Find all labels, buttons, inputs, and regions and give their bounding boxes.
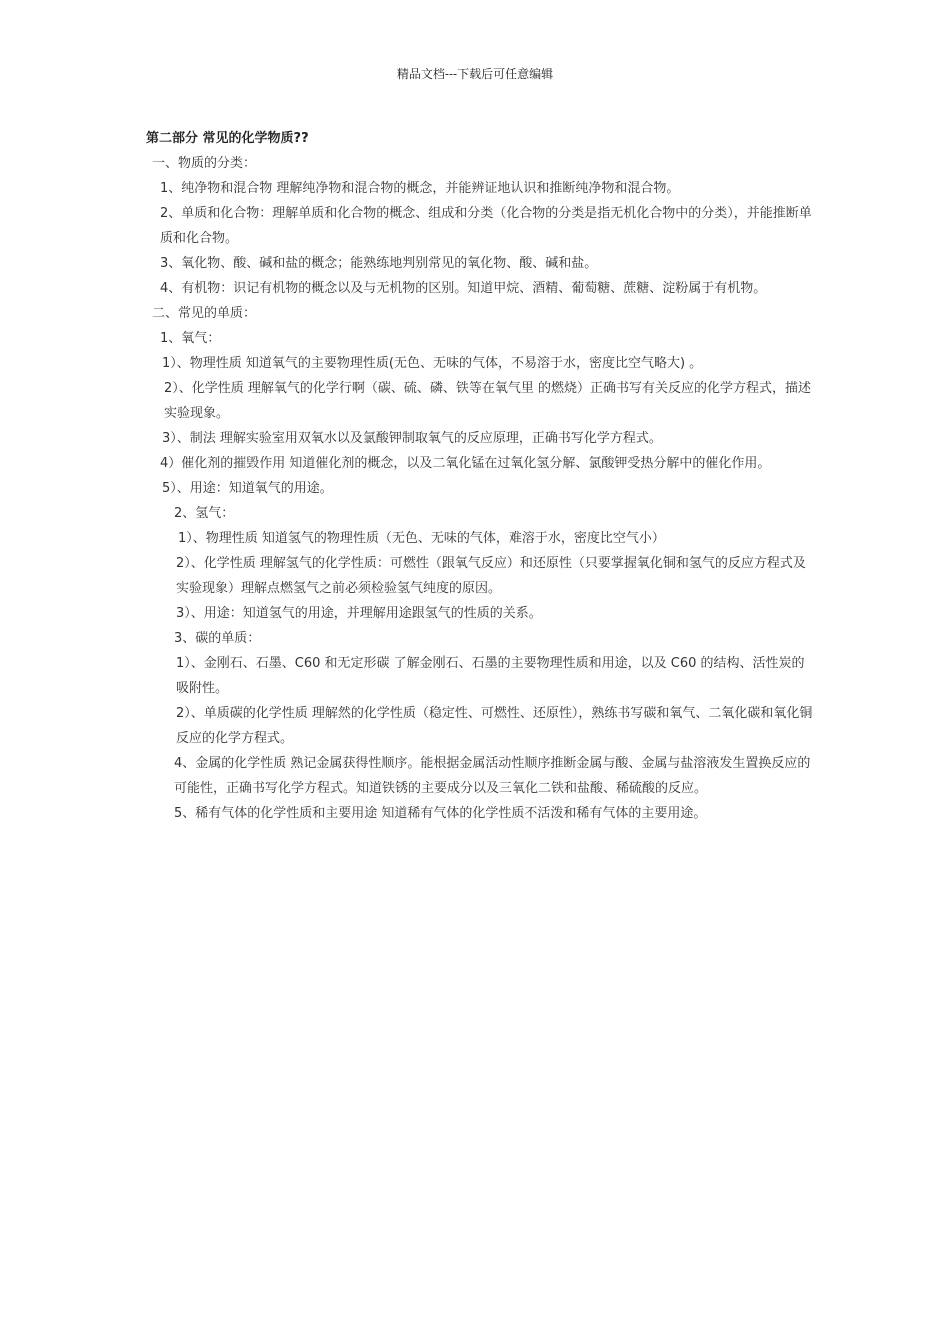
- subheading-oxygen: 1、氧气：: [160, 331, 221, 346]
- subheading-carbon: 3、碳的单质：: [174, 631, 261, 646]
- hydrogen-physical: 1）、物理性质 知道氢气的物理性质（无色、无味的气体，难溶于水，密度比空气小）: [178, 531, 665, 546]
- oxygen-physical: 1）、物理性质 知道氧气的主要物理性质(无色、无味的气体，不易溶于水，密度比空气略大) 。: [162, 356, 703, 371]
- document-body: [146, 126, 816, 826]
- carbon-forms: 1）、金刚石、石墨、C60 和无定形碳 了解金刚石、石墨的主要物理性质和用途，以及 C60 的结构、活性炭的吸附性。: [176, 656, 805, 696]
- item-oxide-acid-base-salt: 3、氧化物、酸、碱和盐的概念；能熟练地判别常见的氧化物、酸、碱和盐。: [160, 256, 598, 271]
- oxygen-preparation: 3）、制法 理解实验室用双氧水以及氯酸钾制取氧气的反应原理，正确书写化学方程式。: [162, 431, 662, 446]
- noble-gases: 5、稀有气体的化学性质和主要用途 知道稀有气体的化学性质不活泼和稀有气体的主要用途。: [174, 806, 707, 821]
- heading-classification: 一、物质的分类：: [152, 156, 257, 171]
- item-organic: 4、有机物：识记有机物的概念以及与无机物的区别。知道甲烷、酒精、葡萄糖、蔗糖、淀粉属于有机物。: [160, 281, 767, 296]
- carbon-chemical: 2）、单质碳的化学性质 理解然的化学性质（稳定性、可燃性、还原性），熟练书写碳和氧气、二氧化碳和氧化铜反应的化学方程式。: [176, 706, 813, 746]
- oxygen-chemical: 2）、化学性质 理解氧气的化学行啊（碳、硫、磷、铁等在氧气里 的燃烧）正确书写有关反应的化学方程式，描述实验现象。: [164, 381, 812, 421]
- page-header: 精品文档---下载后可任意编辑: [396, 67, 554, 81]
- metal-chemical: 4、金属的化学性质 熟记金属获得性顺序。能根据金属活动性顺序推断金属与酸、金属与盐溶液发生置换反应的可能性，正确书写化学方程式。知道铁锈的主要成分以及三氧化二铁和盐酸、稀硫酸的反应。: [174, 756, 811, 796]
- item-element-compound: 2、单质和化合物：理解单质和化合物的概念、组成和分类（化合物的分类是指无机化合物中的分类），并能推断单质和化合物。: [160, 206, 812, 246]
- section-title: 第二部分 常见的化学物质??: [146, 131, 309, 146]
- oxygen-catalyst: 4）催化剂的摧毁作用 知道催化剂的概念，以及二氧化锰在过氧化氢分解、氯酸钾受热分解中的催化作用。: [160, 456, 771, 471]
- hydrogen-chemical: 2）、化学性质 理解氢气的化学性质：可燃性（跟氧气反应）和还原性（只要掌握氧化铜和氢气的反应方程式及实验现象）理解点燃氢气之前必须检验氢气纯度的原因。: [176, 556, 806, 596]
- hydrogen-uses: 3）、用途：知道氢气的用途，并理解用途跟氢气的性质的关系。: [176, 606, 542, 621]
- oxygen-uses: 5）、用途：知道氧气的用途。: [162, 481, 333, 496]
- heading-common-elements: 二、常见的单质：: [152, 306, 257, 321]
- subheading-hydrogen: 2、氢气：: [174, 506, 235, 521]
- item-pure-mixture: 1、纯净物和混合物 理解纯净物和混合物的概念，并能辨证地认识和推断纯净物和混合物。: [160, 181, 680, 196]
